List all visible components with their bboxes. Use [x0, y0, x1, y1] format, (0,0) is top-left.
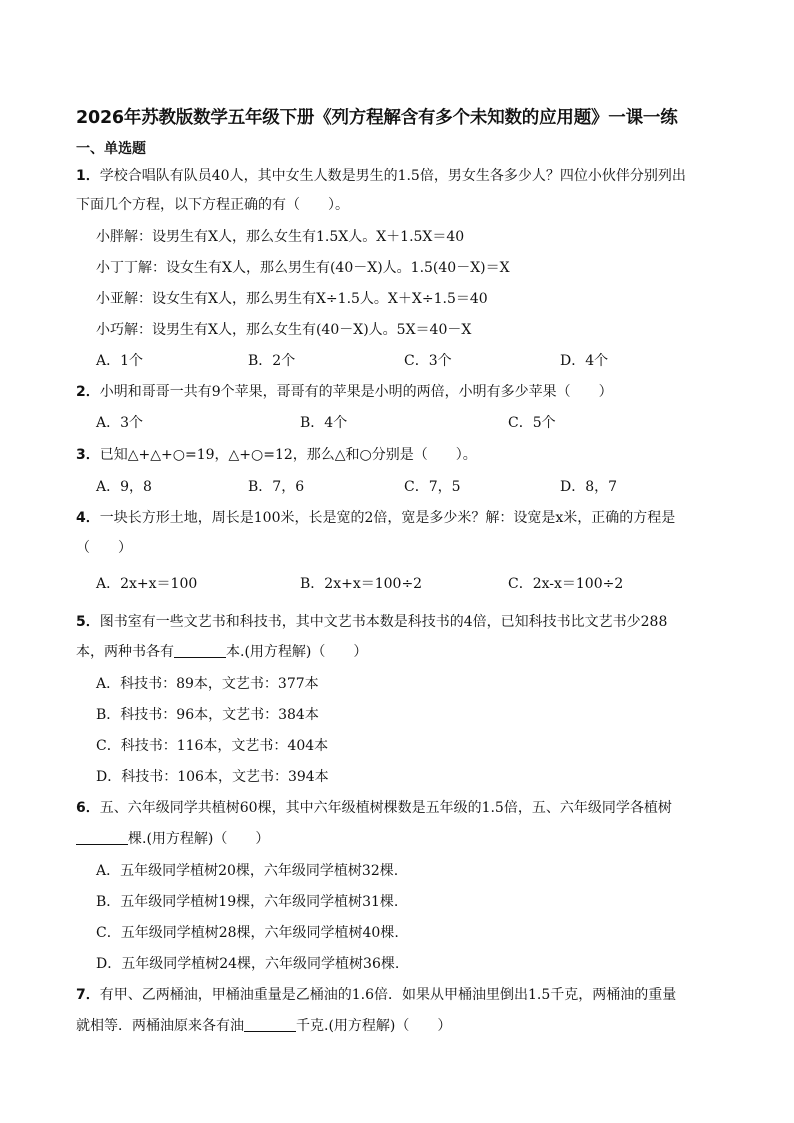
question-5	[76, 612, 667, 632]
section-heading: 一、单选题	[76, 141, 146, 157]
option-b[interactable]: B．7，6	[248, 479, 305, 495]
option-b[interactable]: B．2x+x＝100÷2	[300, 576, 423, 592]
page-title: 2026年苏教版数学五年级下册《列方程解含有多个未知数的应用题》一课一练	[76, 108, 678, 128]
question-5-text-cont	[76, 642, 367, 662]
question-text: 学校合唱队有队员40人，其中女生人数是男生的1.5倍，男女生各多少人？四位小伙伴分别列出	[99, 168, 686, 184]
solution-line: 小亚解：设女生有X人，那么男生有X÷1.5人。X＋X÷1.5＝40	[96, 291, 488, 307]
option-a[interactable]: A．2x+x＝100	[96, 576, 198, 592]
option-c[interactable]: C．2x-x＝100÷2	[508, 576, 624, 592]
question-text: 本.(用方程解)（ ）	[226, 644, 368, 660]
question-text: 有甲、乙两桶油，甲桶油重量是乙桶油的1.6倍．如果从甲桶油里倒出1.5千克，两桶油的重量	[99, 987, 677, 1003]
question-4	[76, 508, 675, 528]
question-text: 图书室有一些文艺书和科技书，其中文艺书本数是科技书的4倍，已知科技书比文艺书少288	[99, 614, 668, 630]
option-a[interactable]: A．科技书：89本，文艺书：377本	[96, 676, 319, 692]
option-d[interactable]: D．4个	[560, 353, 609, 369]
question-number: 7．	[76, 987, 100, 1003]
option-a[interactable]: A．3个	[96, 415, 144, 431]
question-text: 棵.(用方程解)（ ）	[128, 831, 270, 847]
question-1	[76, 166, 686, 186]
question-number: 4．	[76, 510, 100, 526]
option-d[interactable]: D．科技书：106本，文艺书：394本	[96, 769, 329, 785]
question-number: 5．	[76, 614, 100, 630]
option-c[interactable]: C．7，5	[404, 479, 461, 495]
question-text: 本，两种书各有	[76, 644, 174, 660]
option-c[interactable]: C．3个	[404, 353, 452, 369]
option-a[interactable]: A．五年级同学植树20棵，六年级同学植树32棵.	[96, 863, 399, 879]
option-b[interactable]: B．科技书：96本，文艺书：384本	[96, 707, 319, 723]
option-c[interactable]: C．5个	[508, 415, 556, 431]
option-a[interactable]: A．1个	[96, 353, 144, 369]
question-4-text-cont: （ ）	[76, 540, 132, 556]
option-b[interactable]: B．五年级同学植树19棵，六年级同学植树31棵.	[96, 894, 399, 910]
question-text: 一块长方形土地，周长是100米，长是宽的2倍，宽是多少米？解：设宽是x米，正确的方程是	[99, 510, 676, 526]
option-b[interactable]: B．2个	[248, 353, 296, 369]
question-7-text-cont	[76, 1016, 451, 1036]
question-number: 1．	[76, 168, 100, 184]
answer-blank[interactable]	[244, 1017, 296, 1032]
option-b[interactable]: B．4个	[300, 415, 348, 431]
answer-blank[interactable]	[76, 830, 128, 845]
answer-blank[interactable]	[174, 643, 226, 658]
solution-line: 小胖解：设男生有X人，那么女生有1.5X人。X＋1.5X＝40	[96, 229, 465, 245]
question-7	[76, 985, 676, 1005]
question-text: 小明和哥哥一共有9个苹果，哥哥有的苹果是小明的两倍，小明有多少苹果（ ）	[99, 384, 613, 400]
option-d[interactable]: D．8，7	[560, 479, 618, 495]
question-1-text-cont: 下面几个方程，以下方程正确的有（ ）。	[76, 197, 349, 213]
question-6	[76, 798, 672, 818]
question-2	[76, 382, 613, 402]
option-c[interactable]: C．科技书：116本，文艺书：404本	[96, 738, 329, 754]
question-number: 6．	[76, 800, 100, 816]
question-text: 已知△+△+○=19，△+○=12，那么△和○分别是（ ）。	[99, 447, 477, 463]
option-c[interactable]: C．五年级同学植树28棵，六年级同学植树40棵.	[96, 925, 399, 941]
question-3	[76, 445, 477, 465]
option-a[interactable]: A．9，8	[96, 479, 152, 495]
solution-line: 小巧解：设男生有X人，那么女生有(40－X)人。5X＝40－X	[96, 322, 472, 338]
question-text: 千克.(用方程解)（ ）	[296, 1018, 452, 1034]
question-number: 2．	[76, 384, 100, 400]
question-text: 五、六年级同学共植树60棵，其中六年级植树棵数是五年级的1.5倍，五、六年级同学各植树	[99, 800, 672, 816]
option-d[interactable]: D．五年级同学植树24棵，六年级同学植树36棵.	[96, 956, 400, 972]
solution-line: 小丁丁解：设女生有X人，那么男生有(40－X)人。1.5(40－X)＝X	[96, 260, 510, 276]
question-number: 3．	[76, 447, 100, 463]
question-text: 就相等．两桶油原来各有油	[76, 1018, 244, 1034]
question-6-text-cont	[76, 829, 269, 849]
